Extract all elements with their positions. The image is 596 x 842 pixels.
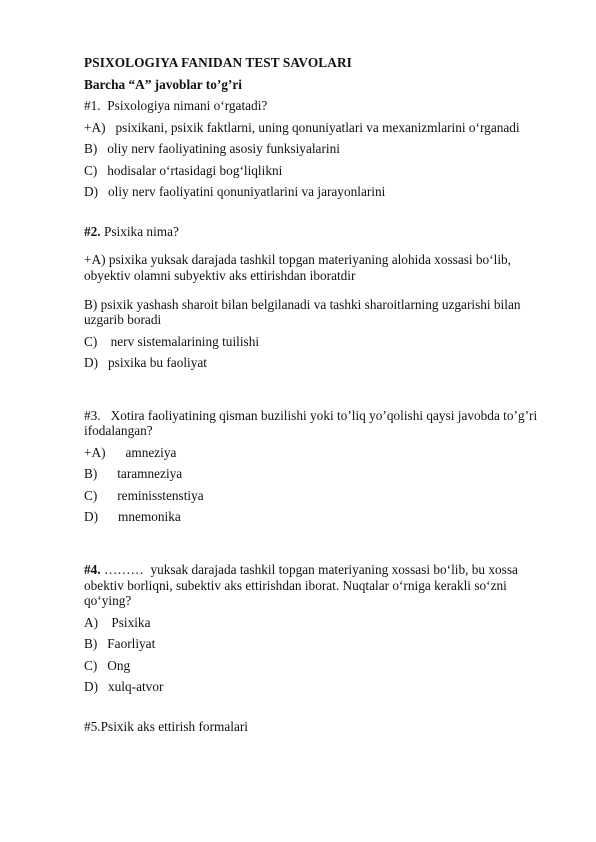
- question-2: [84, 224, 554, 371]
- answer-option: C) Ong: [84, 657, 131, 673]
- question-number: #2.: [84, 223, 101, 239]
- answer-option: C) nerv sistemalarining tuilishi: [84, 333, 260, 349]
- answer-option: D) xulq-atvor: [84, 679, 164, 695]
- question-text: #3. Xotira faoliyatining qisman buzilishi yoki to’liq yo’qolishi qaysi javobda to’g’ri ifodalangan?: [84, 407, 541, 439]
- answer-option: C) hodisalar o‘rtasidagi bog‘liqlikni: [84, 162, 283, 178]
- question-5: [84, 719, 554, 735]
- answer-option: +A) psixika yuksak darajada tashkil topgan materiyaning alohida xossasi bo‘lib, obyektiv olamni subyektiv aks ettirishdan iboratdir: [84, 252, 511, 283]
- answer-option: +A) psixikani, psixik faktlarni, uning qonuniyatlari va mexanizmlarini o‘rganadi: [84, 119, 520, 135]
- answer-option: B) Faorliyat: [84, 636, 156, 652]
- document-page: [84, 55, 554, 740]
- question-number: #1.: [84, 98, 101, 113]
- document-subtitle: Barcha “A” javoblar to’g’ri: [84, 76, 242, 92]
- question-number: #5.: [84, 718, 101, 734]
- answer-option: A) Psixika: [84, 614, 151, 630]
- question-1: [84, 98, 554, 200]
- answer-option: B) oliy nerv faoliyatining asosiy funksiyalarini: [84, 141, 340, 156]
- answer-option: C) reminisstenstiya: [84, 487, 204, 503]
- answer-option: D) mnemonika: [84, 509, 181, 525]
- question-text: #5.Psixik aks ettirish formalari: [84, 718, 248, 734]
- answer-option: D) oliy nerv faoliyatini qonuniyatlarini va jarayonlarini: [84, 184, 386, 199]
- question-number: #3.: [84, 407, 101, 423]
- document-title: PSIXOLOGIYA FANIDAN TEST SAVOLARI: [84, 55, 352, 70]
- question-text: #2. Psixika nima?: [84, 223, 179, 239]
- answer-option: B) psixik yashash sharoit bilan belgilanadi va tashki sharoitlarning uzgarishi bilan uzgarib boradi: [84, 296, 521, 328]
- answer-option: B) taramneziya: [84, 466, 183, 482]
- question-text: #4. ……… yuksak darajada tashkil topgan materiyaning xossasi bo‘lib, bu xossa obektiv borliqni, subektiv aks ettirishdan iborat. Nuqtalar o‘rniga kerakli so‘zni qo‘ying?: [84, 562, 522, 609]
- question-text: #1. Psixologiya nimani o‘rgatadi?: [84, 98, 268, 113]
- question-4: [84, 562, 554, 695]
- answer-option: +A) amneziya: [84, 444, 177, 460]
- question-number: #4.: [84, 562, 101, 578]
- answer-option: D) psixika bu faoliyat: [84, 355, 207, 371]
- question-3: [84, 408, 554, 525]
